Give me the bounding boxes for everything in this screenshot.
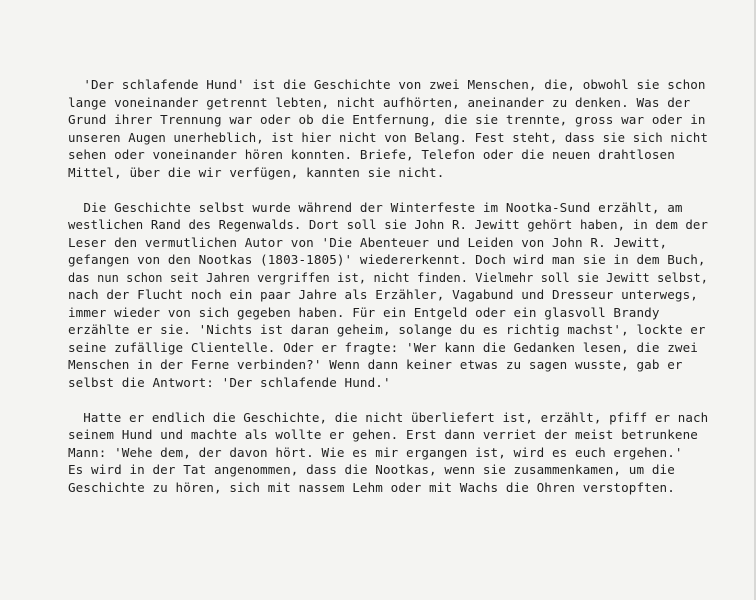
text-line: Leser den vermutlichen Autor von 'Die Abenteuer und Leiden von John R. Jewitt, bbox=[68, 234, 668, 250]
text-line: seine zufällige Clientelle. Oder er fragte: 'Wer kann die Gedanken lesen, die zwei bbox=[68, 339, 698, 355]
text-line: westlichen Rand des Regenwalds. Dort soll sie John R. Jewitt gehört haben, in dem der bbox=[68, 217, 708, 232]
paragraph-3 bbox=[68, 409, 708, 497]
text-line: Grund ihrer Trennung war oder ob die Entfernung, die sie trennte, gross war oder in bbox=[68, 112, 706, 127]
text-line: immer wieder von sich gegeben haben. Für ein Entgeld oder ein glasvoll Brandy bbox=[68, 304, 660, 320]
text-line: unseren Augen unerheblich, ist hier nicht von Belang. Fest steht, dass sie sich nicht bbox=[68, 129, 708, 145]
text-line: Die Geschichte selbst wurde während der Winterfeste im Nootka-Sund erzählt, am bbox=[68, 199, 683, 215]
text-line: lange voneinander getrennt lebten, nicht aufhörten, aneinander zu denken. Was der bbox=[68, 94, 691, 110]
text-line: nach der Flucht noch ein paar Jahre als Erzähler, Vagabund und Dresseur unterwegs, bbox=[68, 287, 698, 302]
paragraph-1 bbox=[68, 76, 708, 181]
paragraph-2 bbox=[68, 199, 708, 392]
text-line: gefangen von den Nootkas (1803-1805)' wiedererkennt. Doch wird man sie in dem Buch, bbox=[68, 252, 706, 267]
text-line: sehen oder voneinander hören konnten. Briefe, Telefon oder die neuen drahtlosen bbox=[68, 147, 675, 162]
text-line: Menschen in der Ferne verbinden?' Wenn dann keiner etwas zu sagen wusste, gab er bbox=[68, 357, 683, 372]
text-line: selbst die Antwort: 'Der schlafende Hund.' bbox=[68, 374, 391, 390]
typed-text-block bbox=[68, 76, 708, 514]
text-line: Geschichte zu hören, sich mit nassem Lehm oder mit Wachs die Ohren verstopften. bbox=[68, 479, 675, 495]
text-line: erzählte er sie. 'Nichts ist daran geheim, solange du es richtig machst', lockte er bbox=[68, 322, 706, 337]
text-line: Hatte er endlich die Geschichte, die nicht überliefert ist, erzählt, pfiff er nach bbox=[68, 409, 709, 425]
text-line: 'Der schlafende Hund' ist die Geschichte von zwei Menschen, die, obwohl sie schon bbox=[68, 77, 706, 92]
text-line: seinem Hund und machte als wollte er gehen. Erst dann verriet der meist betrunkene bbox=[68, 427, 698, 442]
text-line: Mann: 'Wehe dem, der davon hört. Wie es mir ergangen ist, wird es euch ergehen.' bbox=[68, 444, 683, 460]
text-line: Mittel, über die wir verfügen, kannten sie nicht. bbox=[68, 164, 445, 180]
text-line: das nun schon seit Jahren vergriffen ist, nicht finden. Vielmehr soll sie Jewitt selbst, bbox=[68, 269, 708, 285]
text-line: Es wird in der Tat angenommen, dass die Nootkas, wenn sie zusammenkamen, um die bbox=[68, 462, 675, 477]
